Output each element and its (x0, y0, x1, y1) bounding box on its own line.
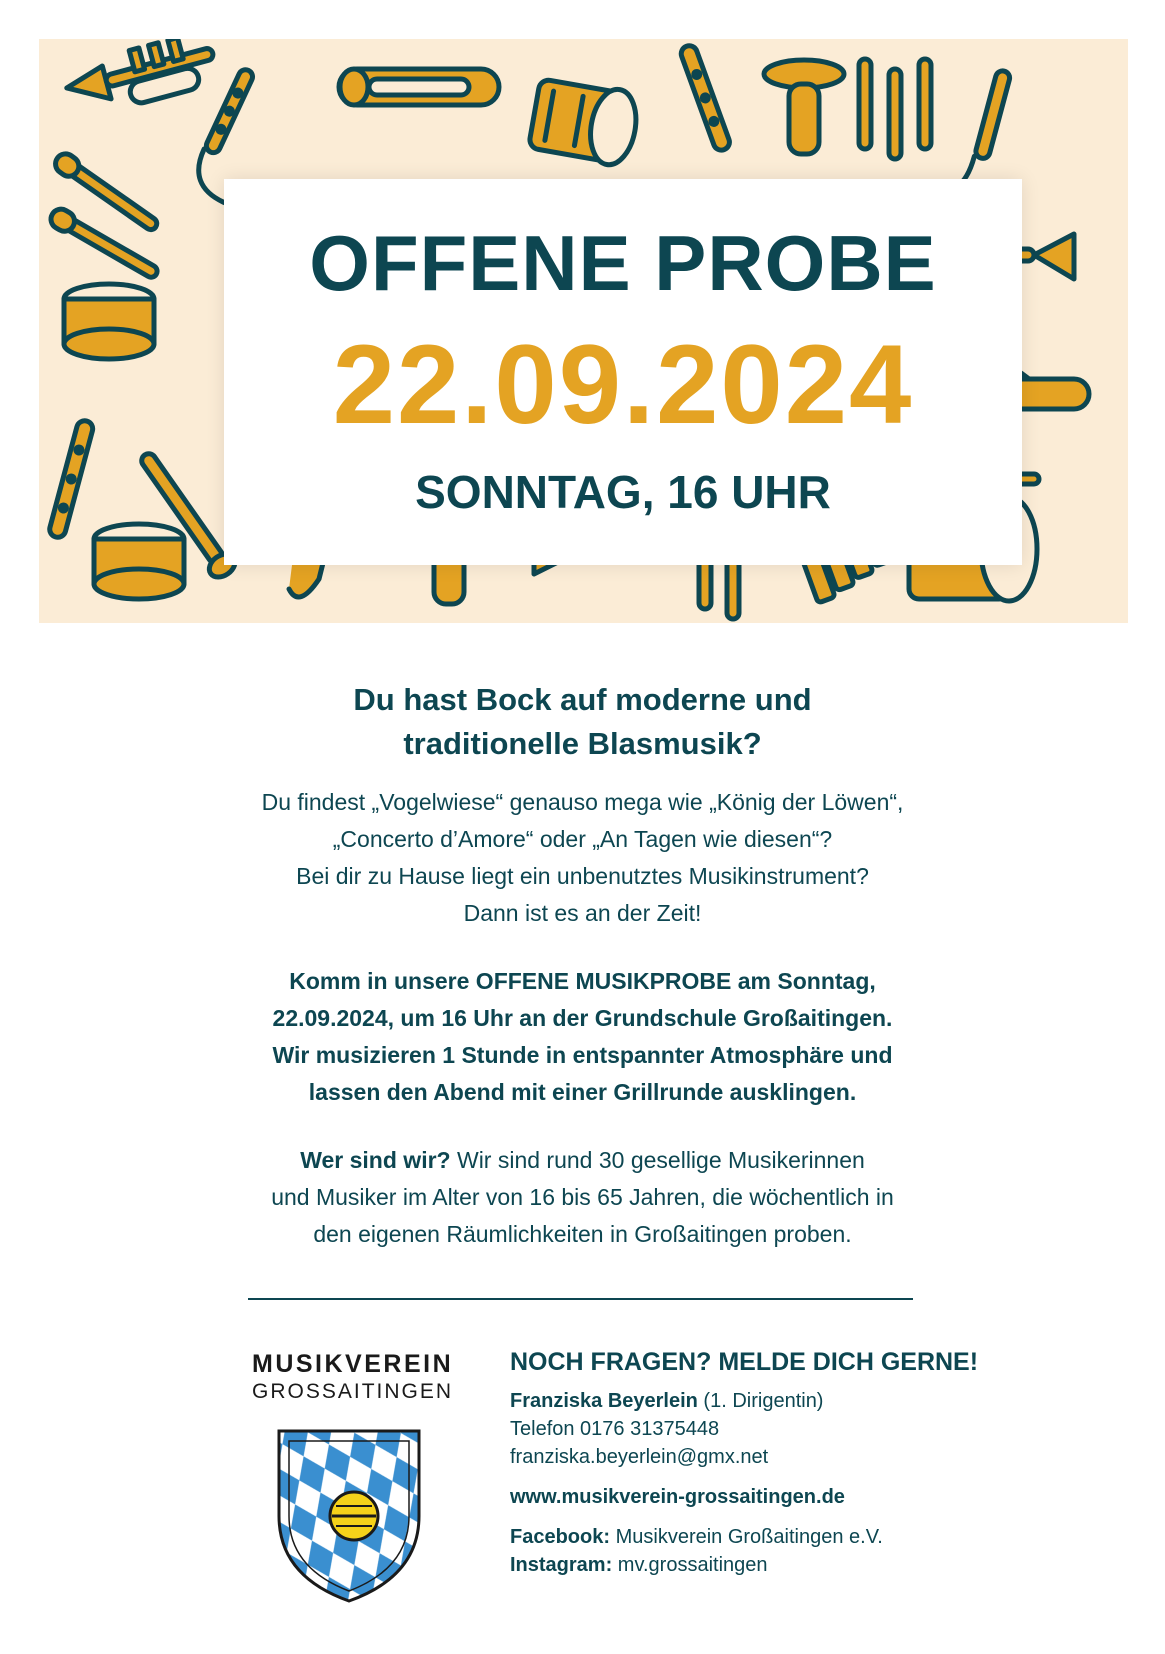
intro-line: Bei dir zu Hause liegt ein unbenutztes Musikinstrument? (296, 863, 869, 889)
event-title: OFFENE PROBE (309, 219, 937, 307)
intro-line: „Concerto d’Amore“ oder „An Tagen wie diesen“? (332, 826, 833, 852)
who-line: den eigenen Räumlichkeiten in Großaitingen proben. (313, 1221, 852, 1247)
who-text: Wir sind rund 30 gesellige Musikerinnen (450, 1147, 865, 1173)
facebook-value: Musikverein Großaitingen e.V. (610, 1526, 883, 1548)
contact-title: NOCH FRAGEN? MELDE DICH GERNE! (510, 1348, 979, 1376)
title-card (224, 179, 1022, 565)
who-paragraph (160, 1142, 1005, 1253)
invite-line: Komm in unsere OFFENE MUSIKPROBE am Sonntag, (289, 968, 876, 994)
headline (160, 678, 1005, 766)
intro-line: Dann ist es an der Zeit! (463, 900, 702, 926)
contact-name: Franziska Beyerlein (510, 1390, 698, 1412)
divider (248, 1298, 913, 1300)
contact-person (510, 1387, 1110, 1415)
instagram-line[interactable] (510, 1551, 1110, 1579)
intro-line: Du findest „Vogelwiese“ genauso mega wie „König der Löwen“, (261, 789, 904, 815)
instrument-banner (39, 39, 1128, 623)
who-line: und Musiker im Alter von 16 bis 65 Jahren, die wöchentlich in (271, 1184, 894, 1210)
tuba-icon (339, 69, 499, 105)
contact-block (510, 1345, 1110, 1579)
event-time: SONNTAG, 16 UHR (415, 466, 831, 518)
website-link[interactable]: www.musikverein-grossaitingen.de (510, 1486, 845, 1508)
coat-of-arms-icon (274, 1426, 424, 1606)
who-label: Wer sind wir? (300, 1147, 451, 1173)
clarinet-icon (679, 44, 732, 153)
invite-line: lassen den Abend mit einer Grillrunde ausklingen. (308, 1079, 857, 1105)
invite-paragraph (160, 963, 1005, 1111)
contact-phone: Telefon 0176 31375448 (510, 1418, 720, 1440)
facebook-label: Facebook: (510, 1526, 611, 1548)
facebook-line[interactable] (510, 1523, 1110, 1551)
invite-line: Wir musizieren 1 Stunde in entspannter Atmosphäre und (272, 1042, 893, 1068)
clarinet-icon (48, 419, 95, 539)
event-date: 22.09.2024 (332, 322, 914, 447)
snare-drum-icon (64, 284, 154, 359)
headline-line: Du hast Bock auf moderne und (353, 682, 812, 717)
flute-icon (859, 59, 931, 159)
drum-icon (528, 76, 642, 169)
snare-drum-icon (94, 524, 184, 599)
trumpet-icon (62, 39, 221, 121)
headline-line: traditionelle Blasmusik? (403, 726, 762, 761)
contact-role: (1. Dirigentin) (697, 1390, 824, 1412)
intro-paragraph (160, 784, 1005, 932)
instagram-label: Instagram: (510, 1554, 613, 1576)
instagram-value: mv.grossaitingen (612, 1554, 768, 1576)
contact-email[interactable]: franziska.beyerlein@gmx.net (510, 1446, 769, 1468)
logo-subtitle: GROSSAITINGEN (252, 1380, 454, 1403)
horn-icon (764, 60, 844, 154)
invite-line: 22.09.2024, um 16 Uhr an der Grundschule Großaitingen. (272, 1005, 893, 1031)
who-line (160, 1142, 1005, 1179)
logo-title: MUSIKVEREIN (252, 1350, 454, 1378)
club-logo (252, 1350, 454, 1406)
